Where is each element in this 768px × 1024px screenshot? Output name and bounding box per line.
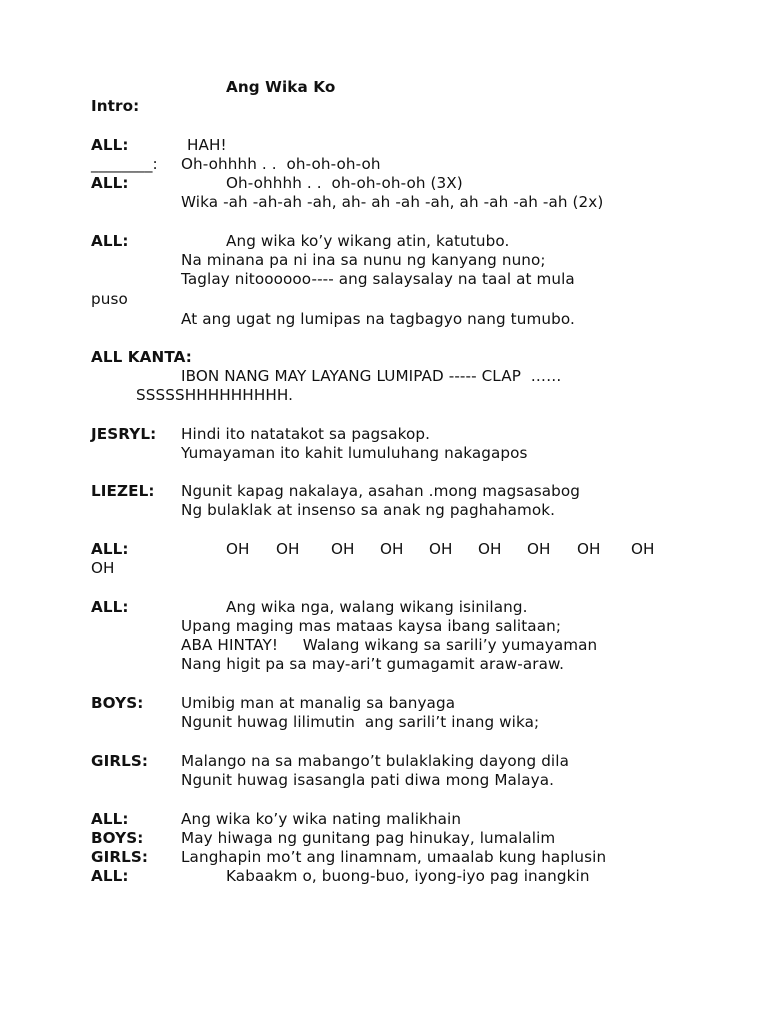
intro-label: Intro:: [91, 97, 140, 115]
lyric-line: Taglay nitoooooo---- ang salaysalay na taal at mula: [181, 270, 575, 288]
oh-word: OH: [429, 540, 453, 558]
lyric-line: Hindi ito natatakot sa pagsakop.: [181, 425, 431, 443]
speaker-label: ALL:: [91, 540, 129, 558]
lyric-line: Umibig man at manalig sa banyaga: [181, 694, 456, 712]
oh-word: OH: [331, 540, 355, 558]
lyric-line: SSSSSHHHHHHHHH.: [136, 386, 294, 404]
lyric-line: Wika -ah -ah-ah -ah, ah- ah -ah -ah, ah -ah -ah -ah (2x): [181, 193, 604, 211]
lyric-line: ABA HINTAY! Walang wikang sa sarili’y yumayaman: [181, 636, 598, 654]
lyric-line: Malango na sa mabango’t bulaklaking dayong dila: [181, 752, 569, 770]
lyric-line: Ngunit huwag lilimutin ang sarili’t inang wika;: [181, 713, 540, 731]
oh-word: OH: [478, 540, 502, 558]
lyric-line: Ang wika ko’y wika nating malikhain: [181, 810, 462, 828]
speaker-label: BOYS:: [91, 694, 144, 712]
lyric-line: HAH!: [187, 136, 227, 154]
lyric-line: At ang ugat ng lumipas na tagbagyo nang tumubo.: [181, 310, 575, 328]
lyric-line: Na minana pa ni ina sa nunu ng kanyang nuno;: [181, 251, 546, 269]
lyric-line: Ang wika nga, walang wikang isinilang.: [226, 598, 528, 616]
speaker-label: ALL:: [91, 232, 129, 250]
speaker-label: ALL:: [91, 174, 129, 192]
oh-word: OH: [226, 540, 250, 558]
oh-word-wrap: OH: [91, 559, 115, 577]
lyric-line: Oh-ohhhh . . oh-oh-oh-oh (3X): [226, 174, 463, 192]
lyric-line: Yumayaman ito kahit lumuluhang nakagapos: [181, 444, 528, 462]
lyric-line: Kabaakm o, buong-buo, iyong-iyo pag inangkin: [226, 867, 590, 885]
speaker-label: LIEZEL:: [91, 482, 155, 500]
oh-word: OH: [631, 540, 655, 558]
oh-word: OH: [577, 540, 601, 558]
lyric-line: Ngunit huwag isasangla pati diwa mong Malaya.: [181, 771, 555, 789]
lyric-line: Ang wika ko’y wikang atin, katutubo.: [226, 232, 510, 250]
speaker-label: BOYS:: [91, 829, 144, 847]
lyric-line: May hiwaga ng gunitang pag hinukay, lumalalim: [181, 829, 556, 847]
speaker-label: ALL KANTA:: [91, 348, 192, 366]
lyric-line: Ngunit kapag nakalaya, asahan .mong magsasabog: [181, 482, 581, 500]
blank-speaker-label: ________:: [91, 155, 158, 173]
oh-word: OH: [527, 540, 551, 558]
speaker-label: GIRLS:: [91, 848, 149, 866]
lyric-line-wrap: puso: [91, 290, 128, 308]
speaker-label: ALL:: [91, 867, 129, 885]
oh-word: OH: [276, 540, 300, 558]
document-title: Ang Wika Ko: [226, 78, 336, 96]
speaker-label: ALL:: [91, 598, 129, 616]
speaker-label: ALL:: [91, 136, 129, 154]
speaker-label: ALL:: [91, 810, 129, 828]
lyric-line: Upang maging mas mataas kaysa ibang salitaan;: [181, 617, 562, 635]
oh-word: OH: [380, 540, 404, 558]
speaker-label: GIRLS:: [91, 752, 149, 770]
lyric-line: Nang higit pa sa may-ari’t gumagamit araw-araw.: [181, 655, 565, 673]
lyric-line: Langhapin mo’t ang linamnam, umaalab kung haplusin: [181, 848, 607, 866]
lyric-line: Ng bulaklak at insenso sa anak ng paghahamok.: [181, 501, 556, 519]
speaker-label: JESRYL:: [91, 425, 157, 443]
lyric-line: IBON NANG MAY LAYANG LUMIPAD ----- CLAP ……: [181, 367, 562, 385]
lyric-line: Oh-ohhhh . . oh-oh-oh-oh: [181, 155, 381, 173]
